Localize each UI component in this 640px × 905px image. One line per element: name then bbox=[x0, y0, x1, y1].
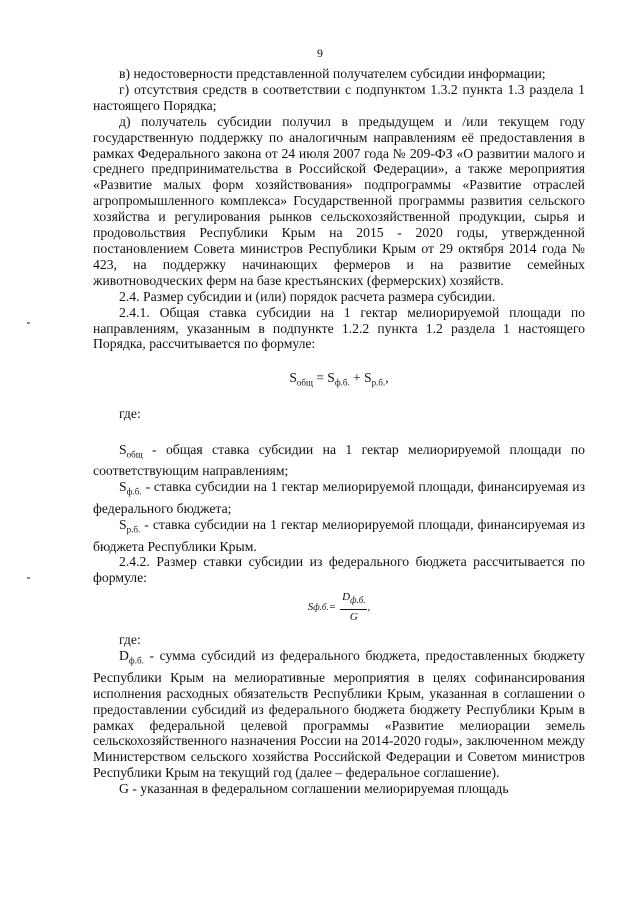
symbol-sub: р.б. bbox=[126, 524, 141, 535]
symbol-d: D bbox=[119, 648, 129, 664]
numerator-symbol: D bbox=[342, 591, 351, 604]
formula-federal-rate bbox=[93, 590, 585, 626]
fraction-denominator: G bbox=[349, 611, 358, 624]
definition-text: - общая ставка субсидии на 1 гектар мелиорируемой площади по соответствующим направлениям; bbox=[93, 441, 585, 479]
numerator-sub: ф.б. bbox=[350, 595, 366, 606]
definition-text: - ставка субсидии на 1 гектар мелиорируемой площади, финансируемая из федерального бюджета; bbox=[93, 479, 585, 516]
formula-total-rate bbox=[93, 370, 585, 392]
formula-term2-sub: р.б. bbox=[371, 378, 386, 388]
formula-lhs: S bbox=[289, 370, 297, 386]
where-label-2: где: bbox=[119, 632, 141, 648]
where-label-1: где: bbox=[119, 405, 141, 421]
paragraph-d: д) получатель субсидии получил в предыдущем и /или текущем году государственную поддержку по аналогичным направлениям её предоставления в рамках Федерального закона от 24 июля 2007 года № 209-ФЗ «О развитии малого и среднего предпринимательства в Российской Федерации», а также мероприятия «Развитие малых форм хозяйствования» подпрограммы «Развитие отраслей агропромышленного комплекса» Государственной программы развития сельского хозяйства и регулирования рынков сельскохозяйственной продукции, сырья и продовольствия Республики Крым на 2015 - 2020 годы, утвержденной постановлением Совета министров Республики Крым от 29 октября 2014 года № 423, на поддержку начинающих фермеров и на развитие семейных животноводческих ферм на базе крестьянских (фермерских) хозяйств. bbox=[93, 113, 585, 288]
formula-term2: S bbox=[364, 370, 372, 386]
paragraph-2-4-1: 2.4.1. Общая ставка субсидии на 1 гектар мелиорируемой площади по направлениям, указанным в подпункте 1.2.2 пункта 1.2 раздела 1 настоящего Порядка, рассчитывается по формуле: bbox=[93, 304, 585, 352]
formula-fraction bbox=[340, 590, 367, 626]
symbol-sub: общ bbox=[126, 449, 143, 460]
scan-mark bbox=[27, 577, 30, 579]
definition-d-federal bbox=[93, 648, 585, 781]
symbol-s: S bbox=[119, 479, 127, 495]
paragraph-v: в) недостоверности представленной получателем субсидии информации; bbox=[119, 66, 546, 81]
symbol-g: G bbox=[119, 781, 129, 797]
definition-text: - ставка субсидии на 1 гектар мелиорируемой площади, финансируемая из бюджета Республики Крым. bbox=[93, 516, 585, 554]
page-number: 9 bbox=[317, 46, 323, 60]
symbol-s: S bbox=[119, 441, 127, 457]
formula-lhs: S bbox=[307, 601, 314, 614]
fraction-numerator bbox=[340, 590, 367, 610]
formula-end: , bbox=[385, 370, 389, 386]
definition-s-total bbox=[93, 442, 585, 480]
scan-mark bbox=[27, 322, 30, 324]
formula-term1-sub: ф.б. bbox=[334, 378, 350, 388]
definition-s-federal bbox=[93, 479, 585, 517]
formula-lhs-sub: общ bbox=[296, 378, 313, 388]
paragraph-g: г) отсутствия средств в соответствии с подпунктом 1.3.2 пункта 1.3 раздела 1 настоящего Порядка; bbox=[93, 81, 585, 113]
definition-text: - указанная в федеральном соглашении мелиорируемая площадь bbox=[128, 781, 509, 797]
symbol-sub: ф.б. bbox=[128, 655, 144, 666]
paragraph-2-4-2: 2.4.2. Размер ставки субсидии из федерального бюджета рассчитывается по формуле: bbox=[93, 554, 585, 586]
formula-eq: = bbox=[312, 370, 328, 386]
formula-plus: + bbox=[349, 370, 365, 386]
section-2-4-heading: 2.4. Размер субсидии и (или) порядок расчета размера субсидии. bbox=[119, 288, 496, 304]
symbol-s: S bbox=[119, 516, 127, 532]
document-body bbox=[93, 66, 585, 797]
formula-term1: S bbox=[327, 370, 335, 386]
formula-end: , bbox=[367, 601, 371, 614]
formula-lhs-sub: ф.б. bbox=[313, 602, 329, 613]
formula-eq: = bbox=[328, 601, 337, 614]
symbol-sub: ф.б. bbox=[126, 487, 142, 498]
definition-g bbox=[93, 781, 585, 797]
definition-s-regional bbox=[93, 517, 585, 555]
definition-text: - сумма субсидий из федерального бюджета, предоставленных бюджету Республики Крым на мелиоративные мероприятия в целях софинансирования исполнения расходных обязательств Республики Крым, указанная в соглашении о предоставлении субсидий из федерального бюджета бюджету Республики Крым в рамках федеральной целевой программы «Развитие мелиорации земель сельскохозяйственного назначения России на 2014-2020 годы», заключенном между Министерством сельского хозяйства Российской Федерации и Советом министров Республики Крым на текущий год (далее – федеральное соглашение). bbox=[93, 648, 585, 781]
